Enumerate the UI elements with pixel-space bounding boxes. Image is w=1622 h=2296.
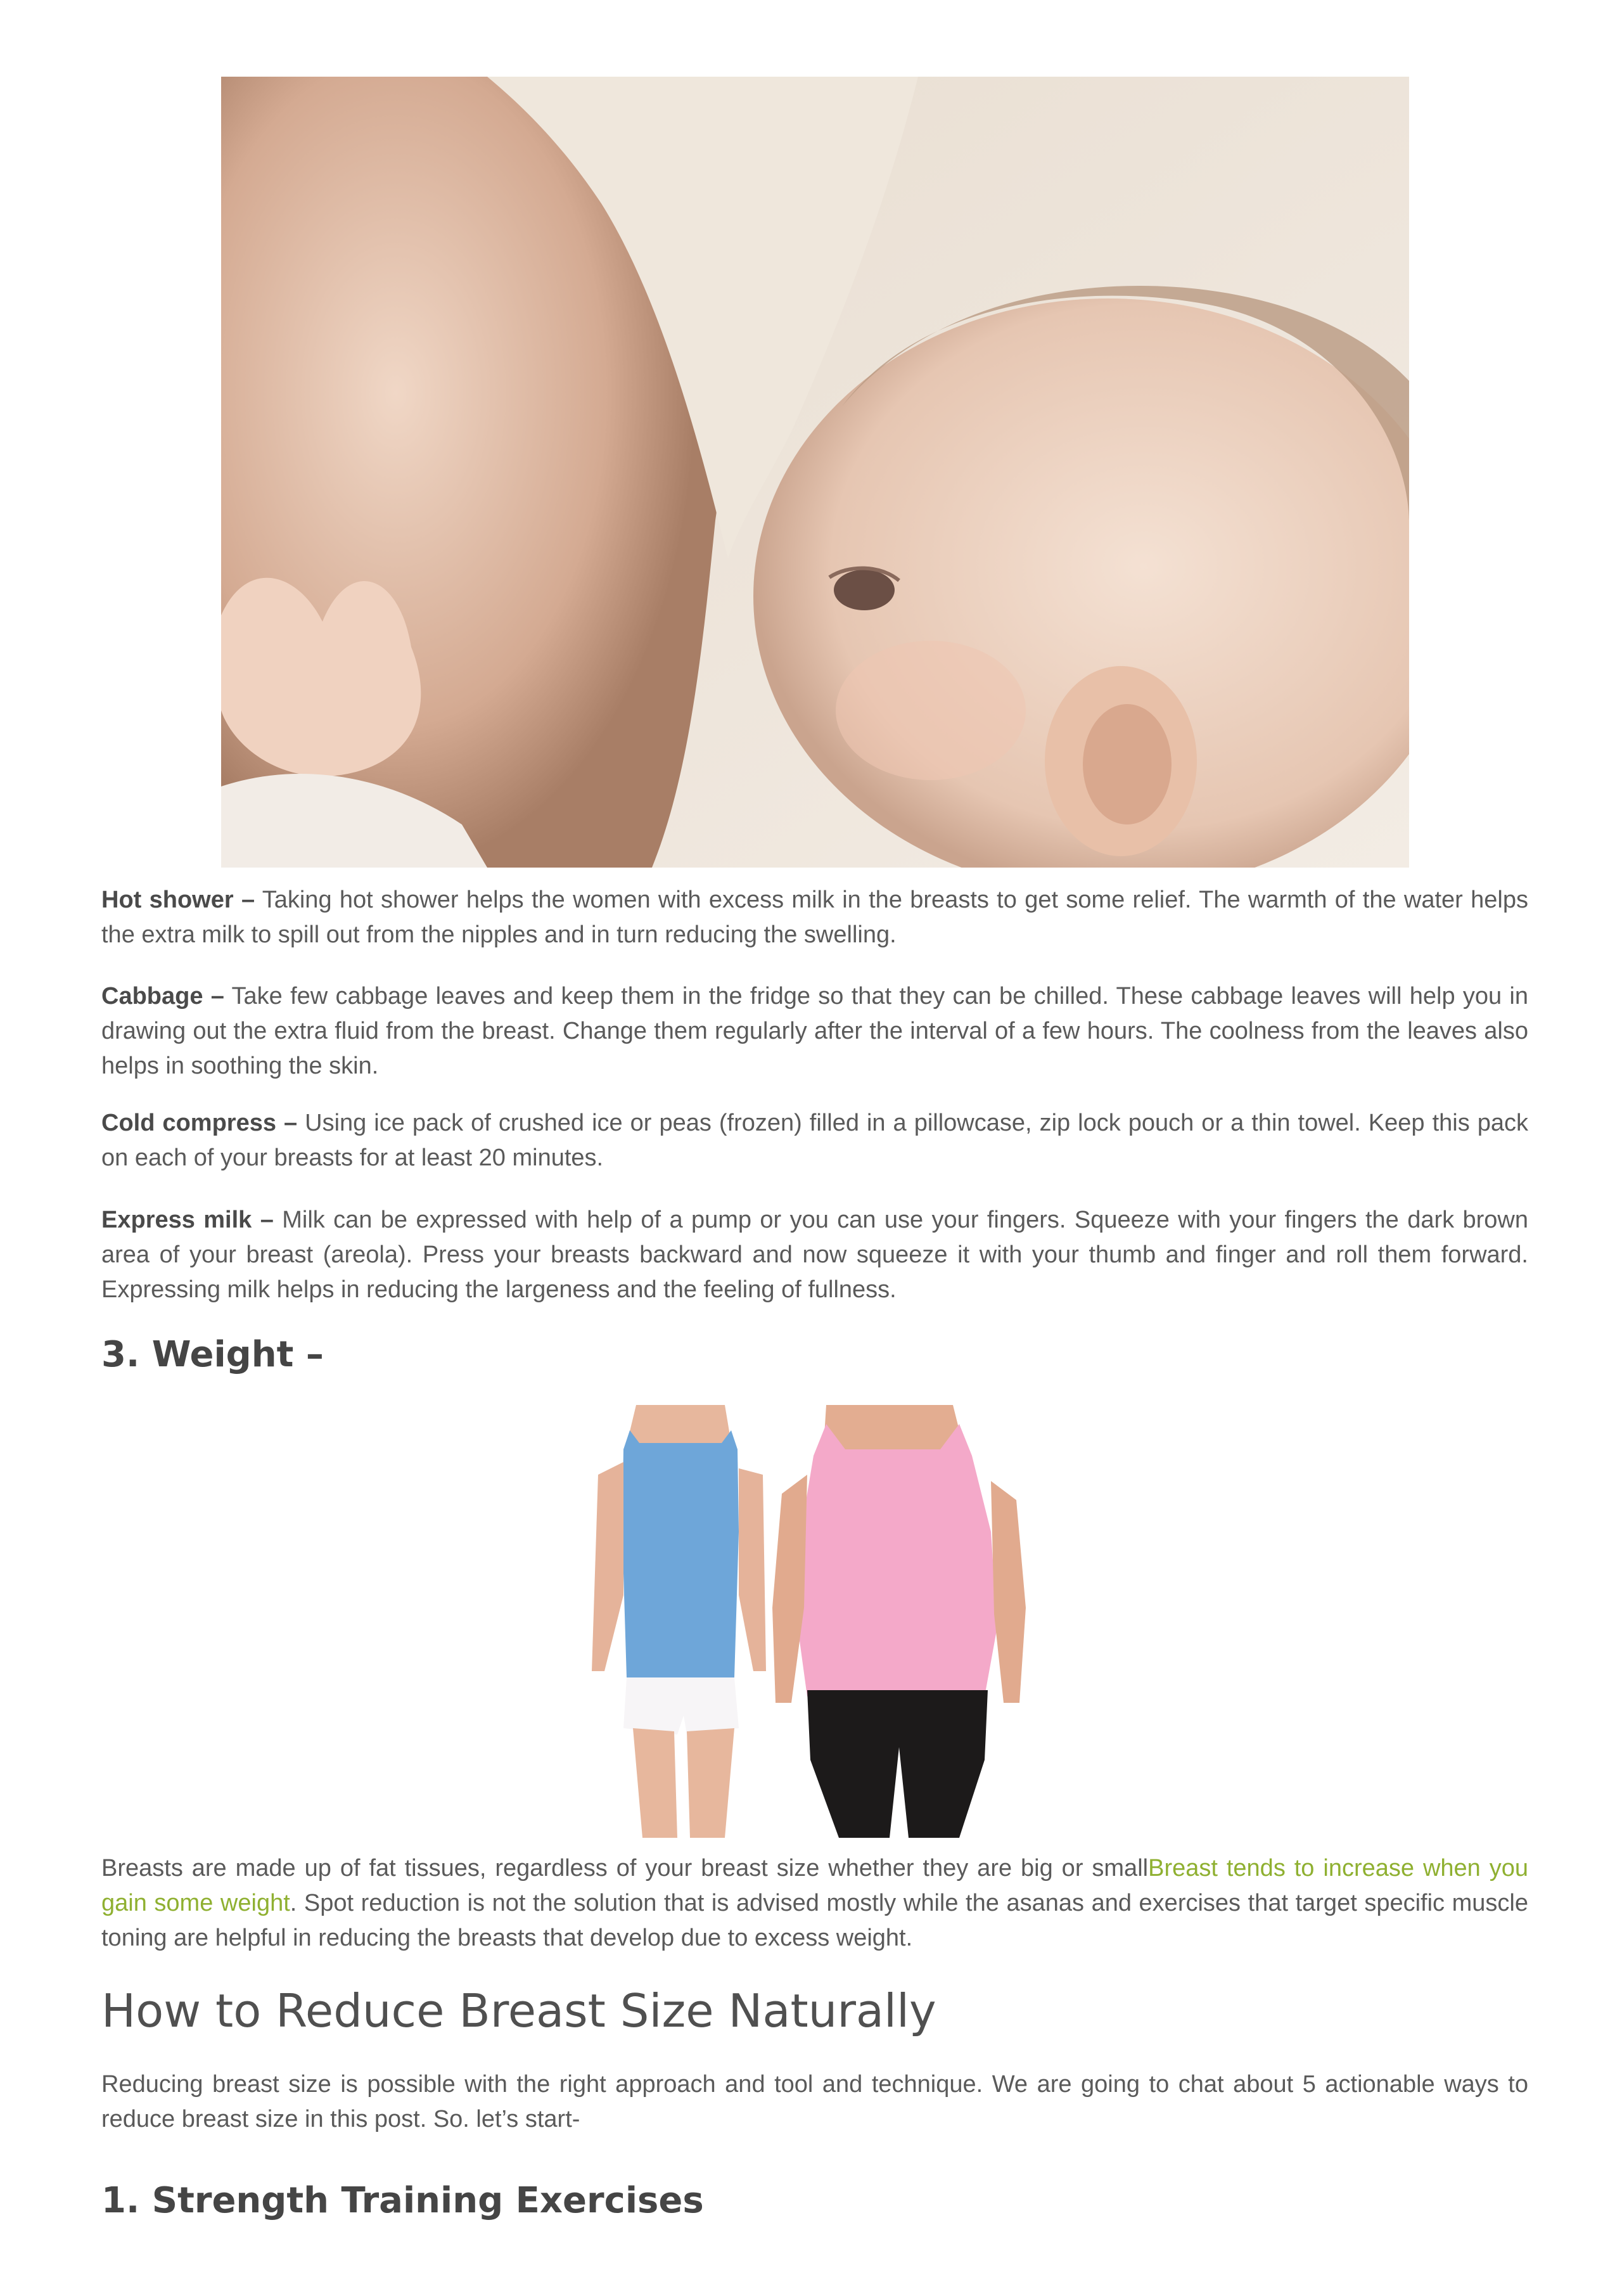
weight-text-before: Breasts are made up of fat tissues, regardless of your breast size whether they are big or small [101, 1855, 1149, 1882]
remedy-text: Milk can be expressed with help of a pump or you can use your fingers. Squeeze with your fingers the dark brown area of your breast (areola). Press your breasts backward and now squeeze it with your thumb and finger and roll them forward. Expressing milk helps in reducing the largeness and the feeling of fullness. [101, 1207, 1528, 1303]
how-to-heading: How to Reduce Breast Size Naturally [101, 1984, 936, 2037]
remedy-text: Using ice pack of crushed ice or peas (frozen) filled in a pillowcase, zip lock pouch or a thin towel. Keep this pack on each of your breasts for at least 20 minutes. [101, 1110, 1528, 1171]
remedy-paragraph [101, 979, 1528, 1084]
breastfeeding-photo [221, 77, 1409, 868]
weight-text-after: . Spot reduction is not the solution that is advised mostly while the asanas and exercises that target specific muscle toning are helpful in reducing the breasts that develop due to excess weight. [101, 1890, 1528, 1951]
weight-paragraph [101, 1851, 1528, 1956]
remedy-express-milk [101, 1203, 1528, 1307]
remedy-term: Hot shower – [101, 887, 255, 913]
weight-comparison-photo [573, 1405, 1061, 1838]
remedy-cold-compress [101, 1106, 1528, 1176]
how-to-intro [101, 2067, 1528, 2137]
remedy-paragraph [101, 1203, 1528, 1307]
remedy-term: Cabbage – [101, 983, 224, 1010]
remedy-text: Taking hot shower helps the women with excess milk in the breasts to get some relief. The warmth of the water helps the extra milk to spill out from the nipples and in turn reducing the swelling. [101, 887, 1528, 948]
how-to-paragraph: Reducing breast size is possible with the right approach and tool and technique. We are going to chat about 5 actionable ways to reduce breast size in this post. So. let’s start- [101, 2071, 1528, 2132]
remedy-cabbage [101, 979, 1528, 1084]
weight-description [101, 1851, 1528, 1956]
remedy-paragraph [101, 1106, 1528, 1176]
remedy-term: Express milk – [101, 1207, 274, 1233]
remedy-text: Take few cabbage leaves and keep them in the fridge so that they can be chilled. These cabbage leaves will help you in drawing out the extra fluid from the breast. Change them regularly after the interval of a few hours. The coolness from the leaves also helps in soothing the skin. [101, 983, 1529, 1079]
remedy-term: Cold compress – [101, 1110, 298, 1136]
weight-increase-link[interactable]: Breast tends to increase when you gain some weight [101, 1855, 1528, 1916]
strength-heading: 1. Strength Training Exercises [101, 2180, 704, 2221]
weight-heading: 3. Weight – [101, 1334, 324, 1375]
remedy-hot-shower [101, 883, 1528, 952]
remedy-paragraph [101, 883, 1528, 952]
